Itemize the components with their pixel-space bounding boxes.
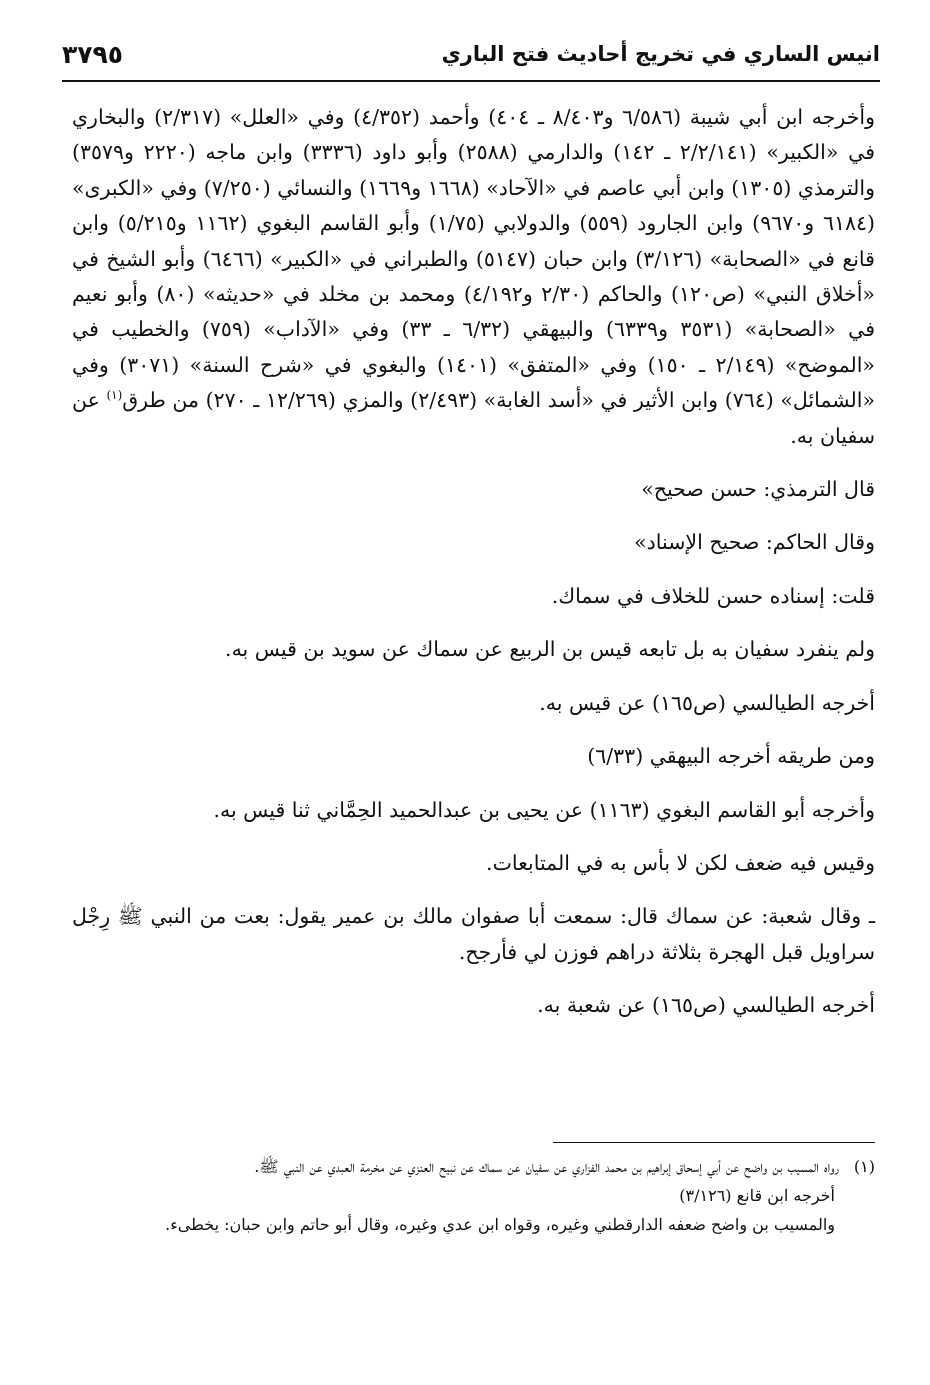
paragraph-tirmidhi: قال الترمذي: حسن صحيح» (641, 477, 875, 502)
footnote-1 (72, 1152, 875, 1181)
footnote-line: أخرجه ابن قانع (٣/١٢٦) (679, 1186, 835, 1205)
takhrij-text-end: عن سفيان به. (72, 388, 875, 448)
paragraph-shuba: ـ وقال شعبة: عن سماك قال: سمعت أبا صفوان مالك بن عمير يقول: بعت من النبي ﷺ رِجْل سراويل قبل الهجرة بثلاثة دراهم فوزن لي فأرجح. (72, 904, 875, 964)
footnote-number: (١) (853, 1157, 875, 1176)
paragraph-tayalisi-qays: أخرجه الطيالسي (ص١٦٥) عن قيس به. (539, 690, 875, 715)
footnote-marker[interactable]: (١) (106, 388, 123, 403)
footnote-divider (553, 1142, 875, 1143)
paragraph-mutaba: ولم ينفرد سفيان به بل تابعه قيس بن الربيع عن سماك عن سويد بن قيس به. (225, 637, 875, 662)
main-text (72, 100, 875, 1024)
footnote-text: رواه المسيب بن واضح عن أبي إسحاق إبراهيم بن محمد الفزاري عن سفيان عن سماك عن نبيح العنزي عن مخرمة العبدي عن النبي ﷺ. (254, 1157, 839, 1176)
paragraph-baghawi: وأخرجه أبو القاسم البغوي (١١٦٣) عن يحيى بن عبدالحميد الحِمَّاني ثنا قيس به. (213, 797, 875, 822)
paragraph-qays-daif: وقيس فيه ضعف لكن لا بأس به في المتابعات. (486, 850, 875, 875)
paragraph-bayhaqi: ومن طريقه أخرجه البيهقي (٦/٣٣) (587, 744, 875, 769)
paragraph-takhrij (72, 100, 875, 454)
paragraph-qult: قلت: إسناده حسن للخلاف في سماك. (551, 583, 875, 608)
footnotes (72, 1152, 875, 1239)
header-divider (62, 80, 880, 82)
paragraph-tayalisi-shuba: أخرجه الطيالسي (ص١٦٥) عن شعبة به. (537, 993, 875, 1018)
page-number: ٣٧٩٥ (62, 39, 124, 69)
takhrij-text: وأخرجه ابن أبي شيبة (٦/٥٨٦ و٨/٤٠٣ ـ ٤٠٤) وأحمد (٤/٣٥٢) وفي «العلل» (٢/٣١٧) والبخاري في «الكبير» (٢/٢/١٤١ ـ ١٤٢) والدارمي (٢٥٨٨) وأبو داود (٣٣٣٦) وابن ماجه (٢٢٢٠ و٣٥٧٩) والترمذي (١٣٠٥) وابن أبي عاصم في «الآحاد» (١٦٦٨ و١٦٦٩) والنسائي (٧/٢٥٠) وفي «الكبرى» (٦١٨٤ و٩٦٧٠) وابن الجارود (٥٥٩) والدولابي (١/٧٥) وأبو القاسم البغوي (١١٦٢ و٥/٢١٥) وابن قانع في «الصحابة» (٣/١٢٦) وابن حبان (٥١٤٧) والطبراني في «الكبير» (٦٤٦٦) وأبو الشيخ في «أخلاق النبي» (ص١٢٠) والحاكم (٢/٣٠ و٤/١٩٢) ومحمد بن مخلد في «حديثه» (٨٠) وأبو نعيم في «الصحابة» (٣٥٣١ و٦٣٣٩) والبيهقي (٦/٣٢ ـ ٣٣) وفي «الآداب» (٧٥٩) والخطيب في «الموضح» (٢/١٤٩ ـ ١٥٠) وفي «المتفق» (١٤٠١) والبغوي في «شرح السنة» (٣٠٧١) وفي «الشمائل» (٧٦٤) وابن الأثير في «أسد الغابة» (٢/٤٩٣) والمزي (١٢/٢٦٩ ـ ٢٧٠) من طرق (72, 105, 876, 413)
page-header (62, 34, 880, 74)
book-title: انيس الساري في تخريج أحاديث فتح الباري (441, 42, 880, 66)
footnote-line: والمسيب بن واضح ضعفه الدارقطني وغيره، وقواه ابن عدي وغيره، وقال أبو حاتم وابن حبان: يخطىء. (165, 1215, 835, 1234)
paragraph-hakim: وقال الحاكم: صحيح الإسناد» (634, 530, 875, 555)
